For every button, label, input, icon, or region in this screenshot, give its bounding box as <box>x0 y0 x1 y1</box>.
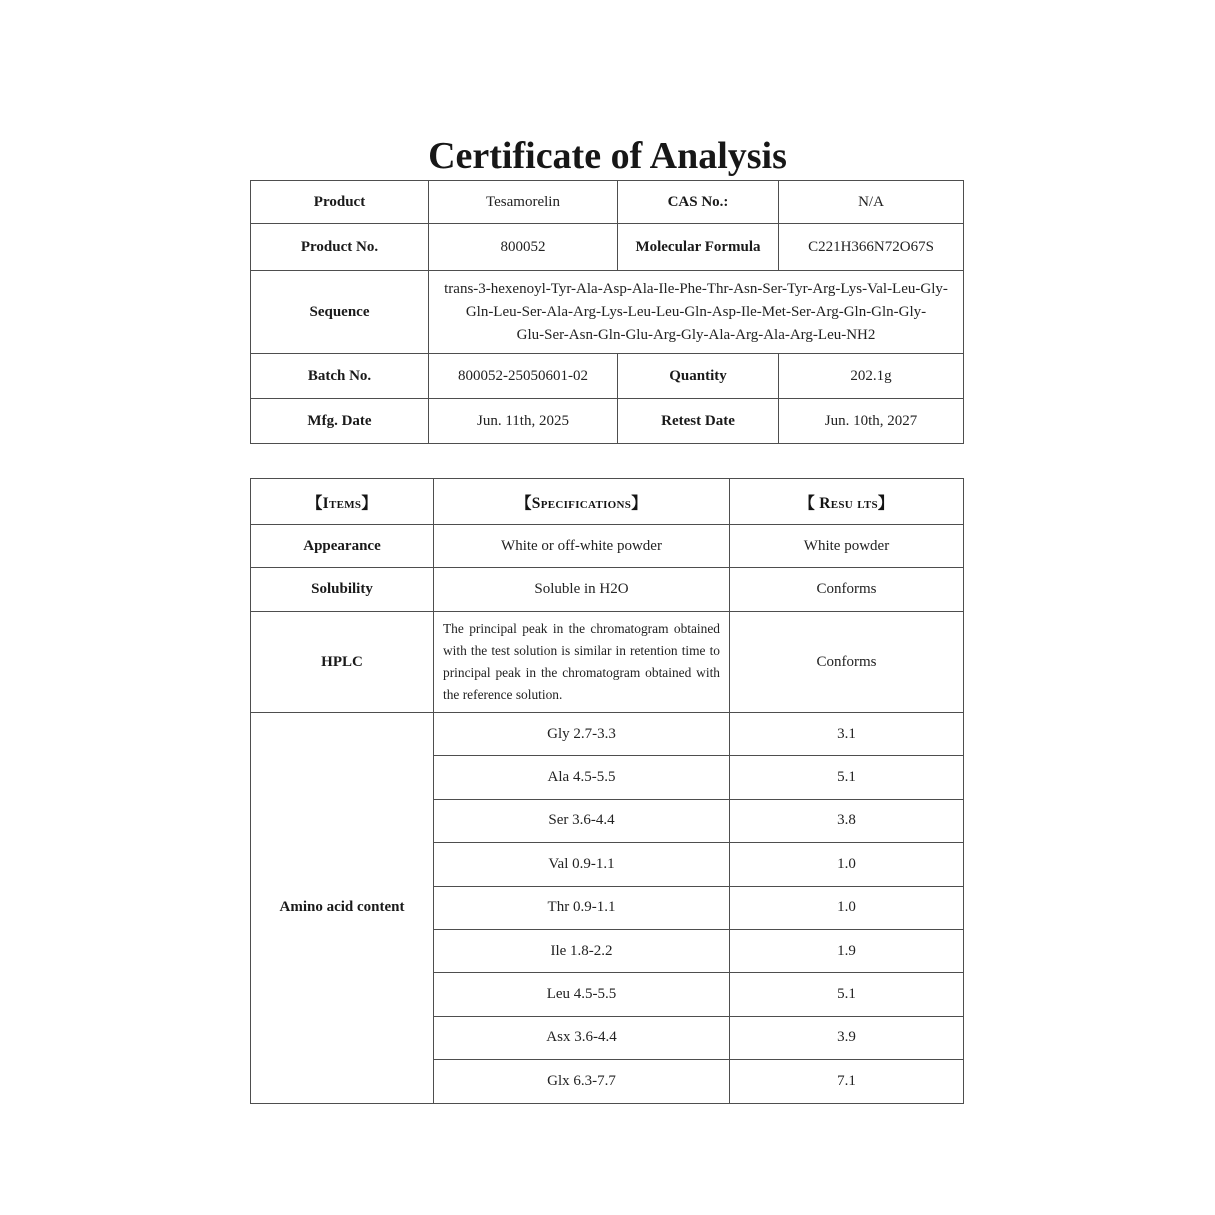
specifications-header: 【Specifications】 <box>434 479 730 525</box>
amino-spec-thr: Thr 0.9-1.1 <box>434 886 730 929</box>
results-header: 【 Resu lts】 <box>730 479 964 525</box>
appearance-row <box>251 525 964 568</box>
amino-result-asx: 3.9 <box>730 1016 964 1059</box>
batch-no-label: Batch No. <box>251 354 429 399</box>
mfg-date-label: Mfg. Date <box>251 399 429 444</box>
mfg-date-row <box>251 399 964 444</box>
product-label: Product <box>251 181 429 224</box>
sequence-line-1: trans-3-hexenoyl-Tyr-Ala-Asp-Ala-Ile-Phe-Thr-Asn-Ser-Tyr-Arg-Lys-Val-Leu-Gly- <box>444 280 948 297</box>
product-value: Tesamorelin <box>429 181 618 224</box>
retest-date-label: Retest Date <box>618 399 779 444</box>
sequence-value <box>429 271 964 354</box>
amino-result-gly: 3.1 <box>730 713 964 756</box>
solubility-row <box>251 568 964 612</box>
hplc-label: HPLC <box>251 612 434 713</box>
quantity-value: 202.1g <box>779 354 964 399</box>
product-no-row <box>251 224 964 271</box>
batch-row <box>251 354 964 399</box>
amino-result-glx: 7.1 <box>730 1060 964 1103</box>
amino-spec-ala: Ala 4.5-5.5 <box>434 756 730 799</box>
product-info-table <box>250 180 964 444</box>
amino-result-ile: 1.9 <box>730 929 964 972</box>
amino-spec-asx: Asx 3.6-4.4 <box>434 1016 730 1059</box>
solubility-label: Solubility <box>251 568 434 612</box>
molecular-formula-value: C221H366N72O67S <box>779 224 964 271</box>
solubility-result: Conforms <box>730 568 964 612</box>
page-title: Certificate of Analysis <box>428 135 787 177</box>
retest-date-value: Jun. 10th, 2027 <box>779 399 964 444</box>
amino-spec-ile: Ile 1.8-2.2 <box>434 929 730 972</box>
amino-spec-gly: Gly 2.7-3.3 <box>434 713 730 756</box>
sequence-line-2: Gln-Leu-Ser-Ala-Arg-Lys-Leu-Leu-Gln-Asp-Ile-Met-Ser-Arg-Gln-Gln-Gly- <box>465 303 927 320</box>
specifications-table <box>250 478 964 1104</box>
amino-spec-val: Val 0.9-1.1 <box>434 843 730 886</box>
amino-result-ser: 3.8 <box>730 799 964 842</box>
amino-result-val: 1.0 <box>730 843 964 886</box>
hplc-spec: The principal peak in the chromatogram obtained with the test solution is similar in retention time to principal peak in the chromatogram obtained with the reference solution. <box>434 612 730 713</box>
quantity-label: Quantity <box>618 354 779 399</box>
solubility-spec: Soluble in H2O <box>434 568 730 612</box>
spec-header-row <box>251 479 964 525</box>
product-row <box>251 181 964 224</box>
mfg-date-value: Jun. 11th, 2025 <box>429 399 618 444</box>
cas-no-value: N/A <box>779 181 964 224</box>
hplc-row <box>251 612 964 713</box>
sequence-label: Sequence <box>251 271 429 354</box>
amino-result-ala: 5.1 <box>730 756 964 799</box>
appearance-label: Appearance <box>251 525 434 568</box>
amino-acid-content-label: Amino acid content <box>251 713 434 1104</box>
appearance-result: White powder <box>730 525 964 568</box>
molecular-formula-label: Molecular Formula <box>618 224 779 271</box>
product-no-value: 800052 <box>429 224 618 271</box>
amino-spec-ser: Ser 3.6-4.4 <box>434 799 730 842</box>
product-no-label: Product No. <box>251 224 429 271</box>
sequence-line-3: Glu-Ser-Asn-Gln-Glu-Arg-Gly-Ala-Arg-Ala-Arg-Leu-NH2 <box>516 326 876 343</box>
amino-spec-leu: Leu 4.5-5.5 <box>434 973 730 1016</box>
hplc-result: Conforms <box>730 612 964 713</box>
items-header: 【Items】 <box>251 479 434 525</box>
cas-no-label: CAS No.: <box>618 181 779 224</box>
batch-no-value: 800052-25050601-02 <box>429 354 618 399</box>
amino-spec-glx: Glx 6.3-7.7 <box>434 1060 730 1103</box>
amino-row-gly <box>251 713 964 756</box>
sequence-row <box>251 271 964 354</box>
amino-result-thr: 1.0 <box>730 886 964 929</box>
amino-result-leu: 5.1 <box>730 973 964 1016</box>
appearance-spec: White or off-white powder <box>434 525 730 568</box>
